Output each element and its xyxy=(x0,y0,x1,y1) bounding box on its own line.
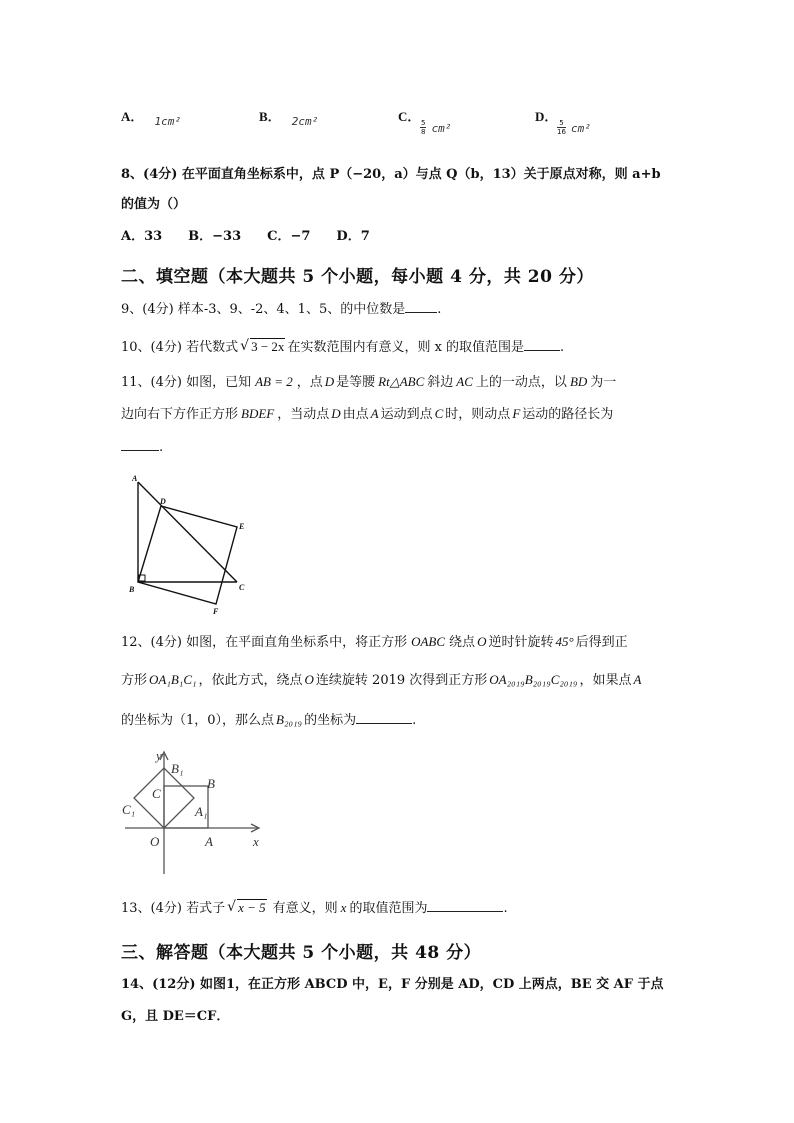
math: A xyxy=(370,406,379,421)
q12-line2 xyxy=(121,671,643,690)
text: 的坐标为（1，0），那么点 xyxy=(121,713,275,728)
text: 后得到正 xyxy=(575,635,628,650)
q14-line1: 14、(12分) 如图1，在正方形 ABCD 中，E，F 分别是 AD，CD 上两点，BE 交 AF 于点 xyxy=(121,977,664,992)
answer-blank xyxy=(356,711,412,724)
math: OABC xyxy=(411,634,446,649)
label-o: O xyxy=(150,834,160,849)
answer-blank xyxy=(405,300,437,313)
label-b: B xyxy=(129,585,135,594)
answer-blank xyxy=(524,338,560,351)
q7-option-d-value xyxy=(557,117,591,136)
math: BD xyxy=(569,374,588,389)
text: 由点 xyxy=(342,407,369,422)
unit: cm² xyxy=(431,122,452,135)
label-b: B xyxy=(207,776,215,791)
label-a: A xyxy=(132,474,138,483)
option-value: 1cm² xyxy=(154,115,181,128)
math: BDEF xyxy=(241,406,275,421)
q12-end: . xyxy=(412,713,417,728)
radicand: 3 − 2x xyxy=(251,339,285,354)
text: 上的一动点，以 xyxy=(475,375,567,390)
q11-answer-line xyxy=(121,438,163,457)
q11-end: . xyxy=(159,440,164,455)
label-y: y xyxy=(156,748,162,763)
text: 运动的路径长为 xyxy=(522,407,614,422)
text: 连续旋转 2019 次得到正方形 xyxy=(315,673,488,688)
text: 是等腰 xyxy=(336,375,376,390)
answer-blank xyxy=(121,438,159,451)
sqrt-sign: √ xyxy=(240,338,250,354)
q12-line1 xyxy=(121,633,628,652)
text: 运动到点 xyxy=(380,407,433,422)
math: OA₁B₁C₁ xyxy=(149,672,197,687)
text: 逆时针旋转 xyxy=(488,635,554,650)
answer-blank xyxy=(427,899,503,912)
square-bdef xyxy=(138,506,237,604)
q7-option-c xyxy=(398,106,420,125)
q7-option-a xyxy=(121,106,181,128)
q8-options: A．33 B．−33 C．−7 D．7 xyxy=(121,229,370,244)
q7-option-d xyxy=(535,106,557,125)
numerator: 5 xyxy=(557,119,566,128)
q13 xyxy=(121,899,508,918)
q13-end: . xyxy=(503,901,508,916)
math: AC xyxy=(456,374,473,389)
q10-suffix: 在实数范围内有意义，则 x 的取值范围是 xyxy=(287,340,525,355)
label-c: C xyxy=(239,583,245,592)
numerator: 5 xyxy=(421,119,426,127)
math: O xyxy=(304,672,314,687)
q11-line2 xyxy=(121,405,613,424)
q10-prefix: 10、(4分) 若代数式 xyxy=(121,340,239,355)
text: ，点 xyxy=(296,375,323,390)
q7-option-b xyxy=(259,106,319,128)
text: ，当动点 xyxy=(277,407,330,422)
text: ，依此方式，绕点 xyxy=(198,673,303,688)
label-b1: B₁ xyxy=(171,761,184,776)
text: 12、(4分) 如图，在平面直角坐标系中，将正方形 xyxy=(121,635,408,650)
unit: cm² xyxy=(571,122,591,135)
label-a1: A₁ xyxy=(195,804,208,819)
q8-line2: 的值为（） xyxy=(121,197,187,212)
text: 绕点 xyxy=(449,635,476,650)
label-e: E xyxy=(239,522,245,531)
q9 xyxy=(121,300,441,319)
text: ，如果点 xyxy=(579,673,632,688)
label-c1: C₁ xyxy=(122,802,136,817)
sqrt-expression xyxy=(227,899,267,918)
denominator: 8 xyxy=(421,128,426,136)
label-c: C xyxy=(152,786,161,801)
q10-end: . xyxy=(560,340,565,355)
q9-end: . xyxy=(437,302,442,317)
text: 边向右下方作正方形 xyxy=(121,407,239,422)
math: OA₂₀₁₉B₂₀₁₉C₂₀₁₉ xyxy=(489,672,578,687)
q8-line1: 8、(4分) 在平面直角坐标系中，点 P（−20，a）与点 Q（b，13）关于原点对称，则 a+b xyxy=(121,167,661,182)
math: B₂₀₁₉ xyxy=(276,712,303,727)
q10 xyxy=(121,338,564,357)
text: 有意义，则 xyxy=(272,901,338,916)
q14-line2: G，且 DE＝CF． xyxy=(121,1009,230,1024)
math: AB = 2 xyxy=(255,374,293,389)
q9-text: 9、(4分) 样本-3、9、-2、4、1、5、的中位数是 xyxy=(121,302,406,317)
q7-option-c-value xyxy=(420,117,451,136)
q12-line3 xyxy=(121,711,416,730)
text: 的取值范围为 xyxy=(349,901,428,916)
section-2-title: 二、填空题（本大题共 5 个小题，每小题 4 分，共 20 分） xyxy=(121,267,594,287)
label-x: x xyxy=(253,834,259,849)
radicand: x − 5 xyxy=(238,900,266,915)
section-3-title: 三、解答题（本大题共 5 个小题，共 48 分） xyxy=(121,943,482,963)
text: 13、(4分) 若式子 xyxy=(121,901,226,916)
math: Rt△ABC xyxy=(378,374,425,389)
label-d: D xyxy=(160,497,166,506)
denominator: 16 xyxy=(557,128,566,136)
math: x xyxy=(340,900,347,915)
option-label: C． xyxy=(398,109,421,124)
math: D xyxy=(331,406,341,421)
label-a: A xyxy=(205,834,213,849)
sqrt-expression xyxy=(240,338,285,357)
label-f: F xyxy=(213,607,219,616)
text: 的坐标为 xyxy=(304,713,357,728)
text: 时，则动点 xyxy=(445,407,511,422)
math: D xyxy=(324,374,335,389)
option-value: 2cm² xyxy=(291,115,319,128)
text: 为一 xyxy=(590,375,617,390)
option-label: D． xyxy=(535,109,558,124)
option-label: A． xyxy=(121,109,144,124)
q12-figure xyxy=(121,746,271,876)
fraction xyxy=(420,119,426,136)
option-label: B． xyxy=(259,109,281,124)
math: O xyxy=(477,634,487,649)
q11-line1 xyxy=(121,373,616,392)
math: C xyxy=(434,406,444,421)
math: A xyxy=(633,672,642,687)
math: 45° xyxy=(555,634,574,649)
text: 斜边 xyxy=(427,375,454,390)
text: 11、(4分) 如图，已知 xyxy=(121,375,252,390)
fraction xyxy=(557,119,566,136)
sqrt-sign: √ xyxy=(227,899,237,915)
math: F xyxy=(512,406,521,421)
q11-figure xyxy=(124,470,254,620)
text: 方形 xyxy=(121,673,148,688)
